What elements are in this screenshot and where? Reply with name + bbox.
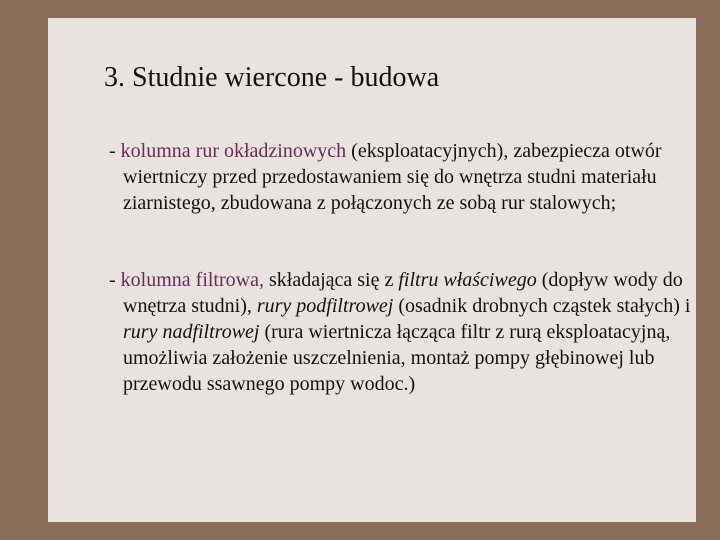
bullet-casing-column [109, 138, 713, 216]
bullet-dash: - [109, 269, 121, 291]
bullet-term-casing: kolumna rur okładzinowych [120, 140, 347, 162]
bullet-text-casing: (eksploatacyjnych), zabezpiecza otwór wiertniczy przed przedostawaniem się do wnętrza studni materiału ziarnistego, zbudowana z połączonych ze sobą rur stalowych; [123, 140, 662, 214]
over-filter-pipe-term: rury nadfiltrowej [123, 321, 260, 343]
bullet-text-part3: (osadnik drobnych cząstek stałych) i [393, 295, 691, 317]
slide-panel [48, 18, 696, 522]
bullet-filter-column [109, 267, 713, 397]
sub-filter-pipe-term: rury podfiltrowej [256, 295, 394, 317]
filter-proper-term: filtru właściwego [398, 269, 537, 291]
bullet-text-part4: (rura wiertnicza łącząca filtr z rurą eksploatacyjną, umożliwia założenie uszczelnienia, montaż pompy głębinowej lub przewodu ssawnego pompy wodoc.) [123, 321, 671, 395]
bullet-dash: - [109, 140, 121, 162]
bullet-text-part2: (dopływ wody do wnętrza studni), [123, 269, 683, 317]
bullet-text-part1: składająca się z [263, 269, 399, 291]
slide-title: 3. Studnie wiercone - budowa [104, 62, 440, 93]
bullet-term-filter: kolumna filtrowa, [120, 269, 264, 291]
